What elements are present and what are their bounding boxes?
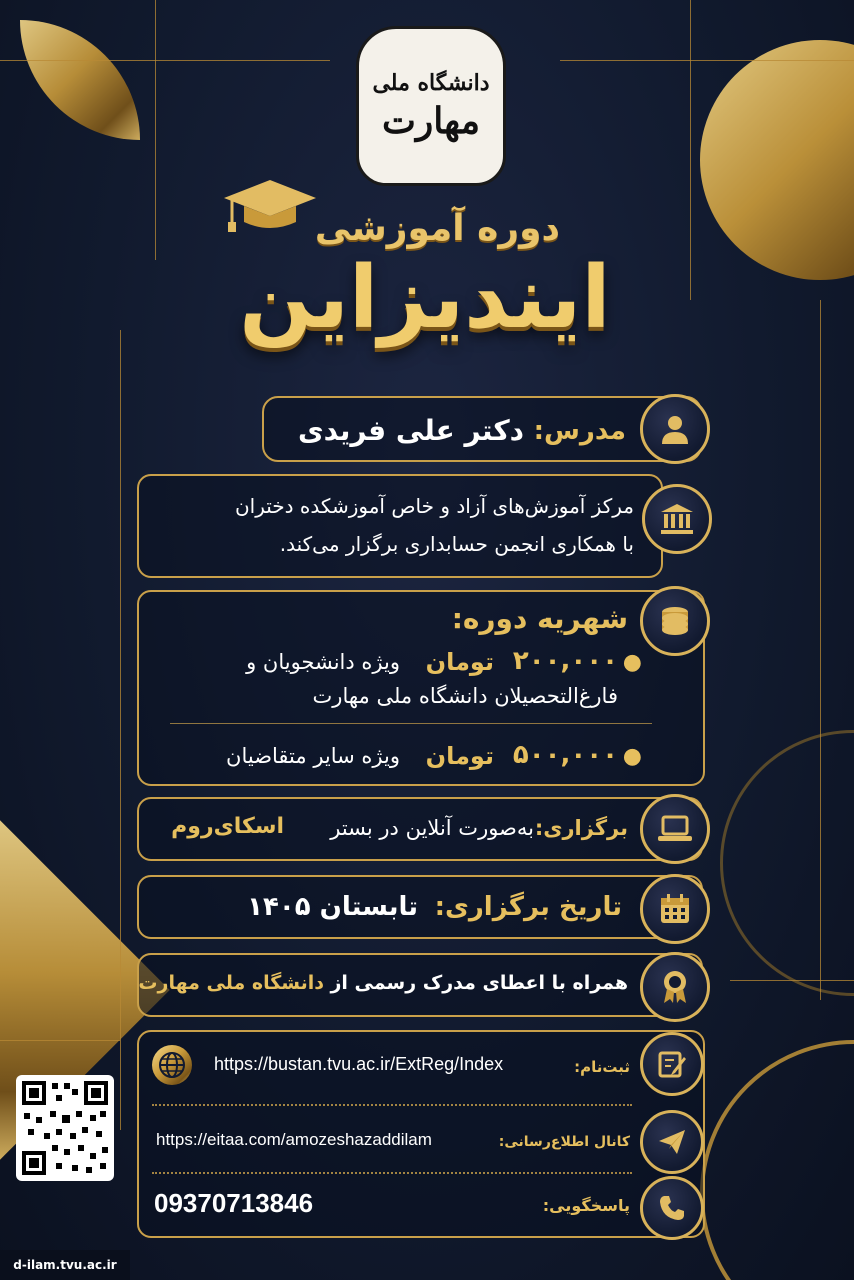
tuition-amount-1: ۲۰۰,۰۰۰: [512, 646, 618, 676]
coins-icon: [658, 604, 692, 638]
channel-label: کانال اطلاع‌رسانی:: [498, 1134, 630, 1150]
deco-line: [730, 980, 854, 981]
tuition-label: شهریه دوره:: [451, 602, 628, 635]
title-line2: ایندیزاین: [239, 248, 611, 348]
deco-line: [0, 1040, 120, 1041]
coins-icon-circle: [640, 586, 710, 656]
deco-line: [120, 330, 121, 1130]
deco-half-circle-top-right: [700, 40, 854, 280]
laptop-icon: [657, 814, 693, 844]
edit-icon-circle: [640, 1032, 704, 1096]
support-label: پاسخگویی:: [542, 1196, 630, 1215]
tuition-desc1-1: ویژه دانشجویان و: [246, 650, 400, 674]
logo-line1: دانشگاه ملی: [372, 70, 490, 96]
support-phone[interactable]: 09370713846: [154, 1188, 314, 1218]
tuition-amount-2: ۵۰۰,۰۰۰: [512, 740, 618, 770]
tuition-bullet-1: ●: [622, 650, 642, 675]
tuition-desc1-2: ویژه سایر متقاضیان: [226, 744, 400, 768]
tuition-desc2-1: فارغ‌التحصیلان دانشگاه ملی مهارت: [312, 684, 618, 708]
organizer-card: [137, 474, 663, 578]
send-icon-circle: [640, 1110, 704, 1174]
graduation-cap-icon: [222, 176, 318, 236]
venue-text: به‌صورت آنلاین در بستر: [330, 816, 534, 840]
channel-url[interactable]: https://eitaa.com/amozeshazaddilam: [156, 1130, 432, 1149]
send-icon: [657, 1128, 687, 1156]
deco-line: [0, 60, 330, 61]
bank-icon: [659, 502, 695, 536]
deco-arc-right: [720, 730, 854, 996]
certificate-org: دانشگاه ملی مهارت: [138, 972, 324, 994]
user-icon: [658, 412, 692, 446]
venue-platform: اسکای‌روم: [171, 814, 284, 839]
phone-icon-circle: [640, 1176, 704, 1240]
tuition-bullet-2: ●: [622, 744, 642, 769]
logo-line2: مهارت: [381, 100, 481, 142]
title-line1: دوره آموزشی: [314, 208, 560, 249]
register-label: ثبت‌نام:: [574, 1058, 630, 1076]
laptop-icon-circle: [640, 794, 710, 864]
award-icon: [658, 969, 692, 1005]
calendar-icon: [658, 892, 692, 926]
user-icon-circle: [640, 394, 710, 464]
award-icon-circle: [640, 952, 710, 1022]
instructor-name: دکتر علی فریدی: [298, 414, 524, 447]
edit-icon: [657, 1049, 687, 1079]
venue-label: برگزاری:: [534, 816, 628, 840]
contact-divider: [152, 1104, 632, 1106]
bank-icon-circle: [642, 484, 712, 554]
organizer-line2: با همکاری انجمن حسابداری برگزار می‌کند.: [279, 532, 634, 556]
university-logo: [356, 26, 506, 186]
contact-divider: [152, 1172, 632, 1174]
instructor-label: مدرس:: [533, 416, 626, 446]
watermark: d-ilam.tvu.ac.ir: [0, 1250, 130, 1280]
organizer-line1: مرکز آموزش‌های آزاد و خاص آموزشکده دختران: [234, 494, 634, 518]
tuition-unit-2: تومان: [425, 742, 494, 770]
tuition-unit-1: تومان: [425, 648, 494, 676]
deco-line: [820, 300, 821, 1000]
phone-icon: [658, 1194, 686, 1222]
register-url[interactable]: https://bustan.tvu.ac.ir/ExtReg/Index: [214, 1054, 504, 1074]
tuition-divider: [170, 723, 652, 724]
calendar-icon-circle: [640, 874, 710, 944]
deco-line: [155, 0, 156, 260]
deco-leaf-top-left: [20, 20, 140, 140]
deco-line: [560, 60, 854, 61]
globe-icon: [152, 1045, 192, 1085]
deco-arc-bottom-right: [700, 1040, 854, 1280]
certificate-text: همراه با اعطای مدرک رسمی از: [330, 972, 628, 994]
qr-code[interactable]: [16, 1075, 114, 1181]
date-value: تابستان ۱۴۰۵: [247, 892, 418, 922]
date-label: تاریخ برگزاری:: [434, 892, 622, 922]
